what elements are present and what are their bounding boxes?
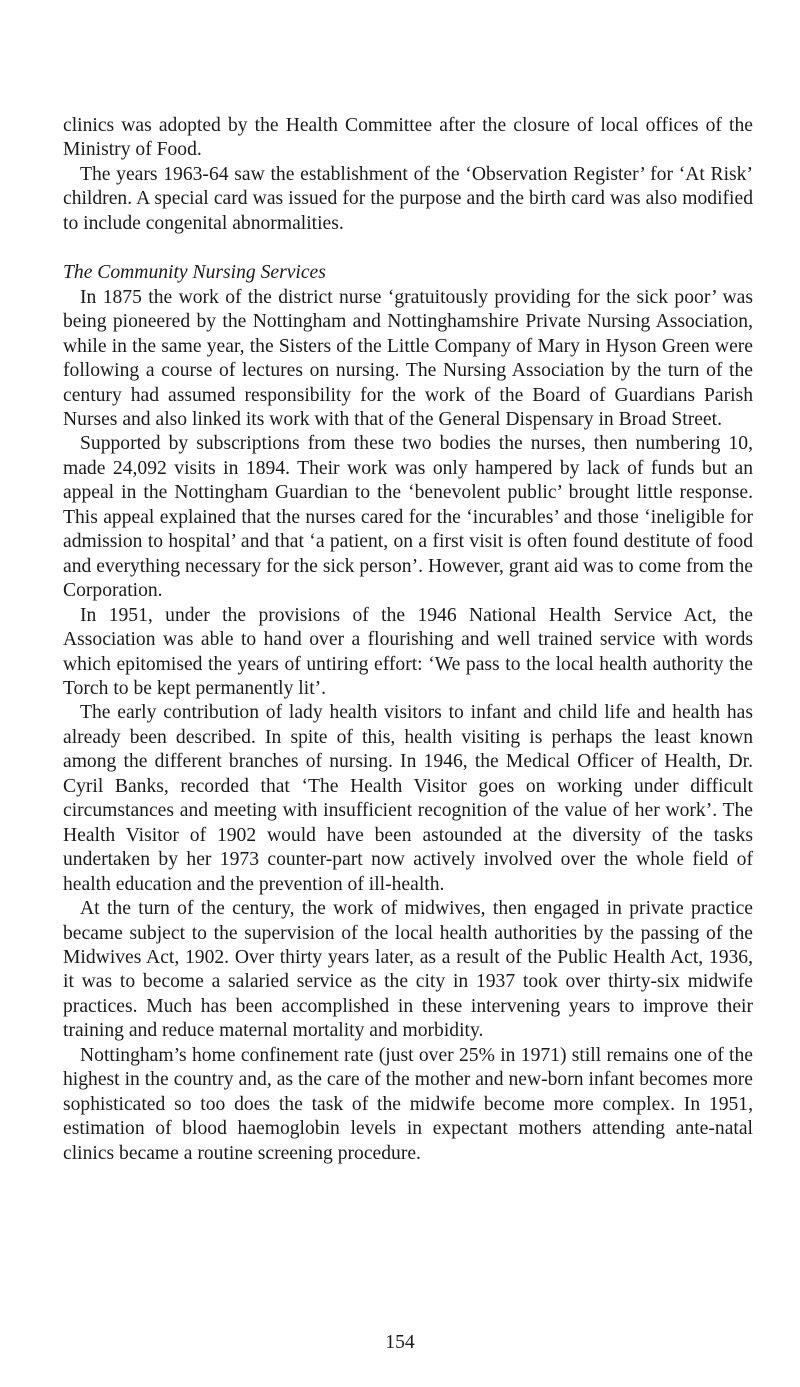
section-heading: The Community Nursing Services (63, 262, 326, 284)
paragraph-nhs-act: In 1951, under the provisions of the 1946 National Health Service Act, the Association was able to hand over a flourishing and well trained service with words which epitomised the years of untiring effort: ‘We pass to the local health authority the Torch to be kept permanently lit’. (63, 604, 753, 699)
paragraph-health-visitors: The early contribution of lady health visitors to infant and child life and health has already been described. In spite of this, health visiting is perhaps the least known among the different branches of nursing. In 1946, the Medical Officer of Health, Dr. Cyril Banks, recorded that ‘The Health Visitor goes on working under difficult circumstances and meeting with insufficient recognition of the value of her work’. The Health Visitor of 1902 would have been astounded at the diversity of the tasks undertaken by her 1973 counter-part now actively involved over the whole field of health education and the prevention of ill-health. (63, 702, 753, 895)
page-number: 154 (385, 1332, 415, 1353)
paragraph-home-confinement: Nottingham’s home confinement rate (just over 25% in 1971) still remains one of the highest in the country and, as the care of the mother and new-born infant becomes more sophisticated so too does the task of the midwife become more complex. In 1951, estimation of blood haemoglobin levels in expectant mothers attending ante-natal clinics became a routine screening procedure. (63, 1044, 753, 1164)
paragraph-subscriptions: Supported by subscriptions from these two bodies the nurses, then numbering 10, made 24,092 visits in 1894. Their work was only hampered by lack of funds but an appeal in the Nottingham Guardian to the ‘benevolent public’ brought little response. This appeal explained that the nurses cared for the ‘incurables’ and those ‘ineligible for admission to hospital’ and that ‘a patient, on a first visit is often found destitute of food and everything necessary for the sick person’. However, grant aid was to come from the Corporation. (63, 433, 753, 602)
paragraph-midwives: At the turn of the century, the work of midwives, then engaged in private practice became subject to the supervision of the local health authorities by the passing of the Midwives Act, 1902. Over thirty years later, as a result of the Public Health Act, 1936, it was to become a salaried service as the city in 1937 took over thirty-six midwife practices. Much has been accomplished in these intervening years to improve their training and reduce maternal mortality and morbidity. (63, 898, 753, 1042)
page-body (63, 114, 753, 1166)
paragraph-continuation: clinics was adopted by the Health Committee after the closure of local offices of the Ministry of Food. (63, 115, 753, 161)
paragraph-district-nurse: In 1875 the work of the district nurse ‘gratuitously providing for the sick poor’ was being pioneered by the Nottingham and Nottinghamshire Private Nursing Association, while in the same year, the Sisters of the Little Company of Mary in Hyson Green were following a course of lectures on nursing. The Nursing Association by the turn of the century had assumed responsibility for the work of the Board of Guardians Parish Nurses and also linked its work with that of the General Dispensary in Broad Street. (63, 286, 753, 430)
paragraph-observation-register: The years 1963-64 saw the establishment of the ‘Observation Register’ for ‘At Risk’ children. A special card was issued for the purpose and the birth card was also modified to include congenital abnormalities. (63, 163, 753, 234)
